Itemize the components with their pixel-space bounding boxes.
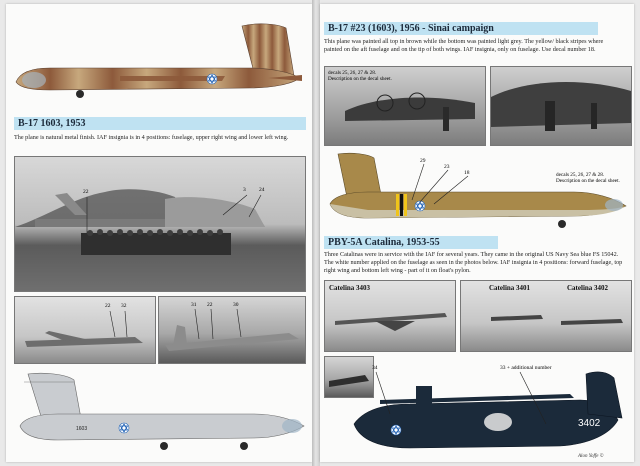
photo-ground2-drawing: [491, 67, 631, 145]
photo-label-catalina-3401: Catelina 3401: [489, 284, 531, 292]
photo-catalina2-drawing: [461, 281, 631, 351]
section-text-catalina: Three Catalinas were in service with the IAF for several years. They came in the original US Navy Sea blue FS 15042. The white number applied on the fuselage as seen in the photos below. IAF insignia in 4 positions: forward fuselage, top right wing and bottom left wing - part of it on float's pylon.: [324, 251, 623, 274]
callout-24-main: 24: [259, 187, 265, 193]
callout-29: 29: [420, 158, 426, 164]
photo-flyby-drawing: [15, 297, 155, 363]
callout-18: 18: [464, 170, 470, 176]
photo-caption-decals: decals 25, 26, 27 & 28. Description on the decal sheet.: [328, 70, 392, 82]
callout-23: 23: [444, 164, 450, 170]
callout-22-right: 22: [207, 302, 213, 308]
callout-22-main: 22: [83, 189, 89, 195]
photo-ground-drawing: [325, 67, 485, 145]
photo-crew-drawing: [15, 157, 305, 291]
photo-b17-inflight-right: [158, 296, 306, 364]
page-gutter: [312, 0, 320, 466]
photo-catalina1-drawing: [325, 281, 455, 351]
left-page: [6, 4, 312, 462]
catalina-profile: [350, 354, 634, 460]
photo-crew-b17: [14, 156, 306, 292]
catalina-serial-3402: 3402: [578, 418, 601, 429]
callout-34: 34: [372, 365, 378, 371]
photo-b17-ground-left: [324, 66, 486, 146]
photo-label-catalina-3403: Catelina 3403: [329, 284, 371, 292]
photo-inflight-drawing: [159, 297, 305, 363]
callout-31-right: 31: [191, 302, 197, 308]
callout-32-left: 32: [121, 303, 127, 309]
section-text-b17-1953: The plane is natural metal finish. IAF insignia is in 4 positions: fuselage, upper right wing and lower left wing.: [14, 134, 289, 141]
profile-caption-decals: decals 25, 26, 27 & 28. Description on the decal sheet.: [556, 172, 620, 184]
callout-33-additional: 33 + additional number: [500, 365, 552, 371]
section-heading-b17-sinai: B-17 #23 (1603), 1956 - Sinai campaign: [324, 22, 598, 35]
photo-b17-flyby-left: [14, 296, 156, 364]
photo-catalina-3401-3402: [460, 280, 632, 352]
artwork-credit: Alon Yoffe ©: [578, 454, 604, 459]
b17-camo-profile: [10, 18, 306, 102]
profile-serial-1603: 1603: [76, 426, 88, 432]
b17-sinai-profile: [324, 148, 632, 232]
callout-3-main: 3: [243, 187, 246, 193]
photo-label-catalina-3402: Catelina 3402: [567, 284, 609, 292]
photo-b17-ground-right: [490, 66, 632, 146]
b17-natural-metal-profile: [14, 368, 308, 460]
right-page: [320, 4, 634, 462]
callout-22-left: 22: [105, 303, 111, 309]
section-heading-b17-1953: B-17 1603, 1953: [14, 117, 306, 130]
section-text-b17-sinai: This plane was painted all top in brown while the bottom was painted light grey. The yellow/ black stripes where painted on the aft fuselage and on the tip of both wings. IAF insignia, only on fuselage. Use decal number 18.: [324, 38, 604, 53]
callout-30-right: 30: [233, 302, 239, 308]
section-heading-catalina: PBY-5A Catalina, 1953-55: [324, 236, 498, 249]
photo-catalina-3403: [324, 280, 456, 352]
